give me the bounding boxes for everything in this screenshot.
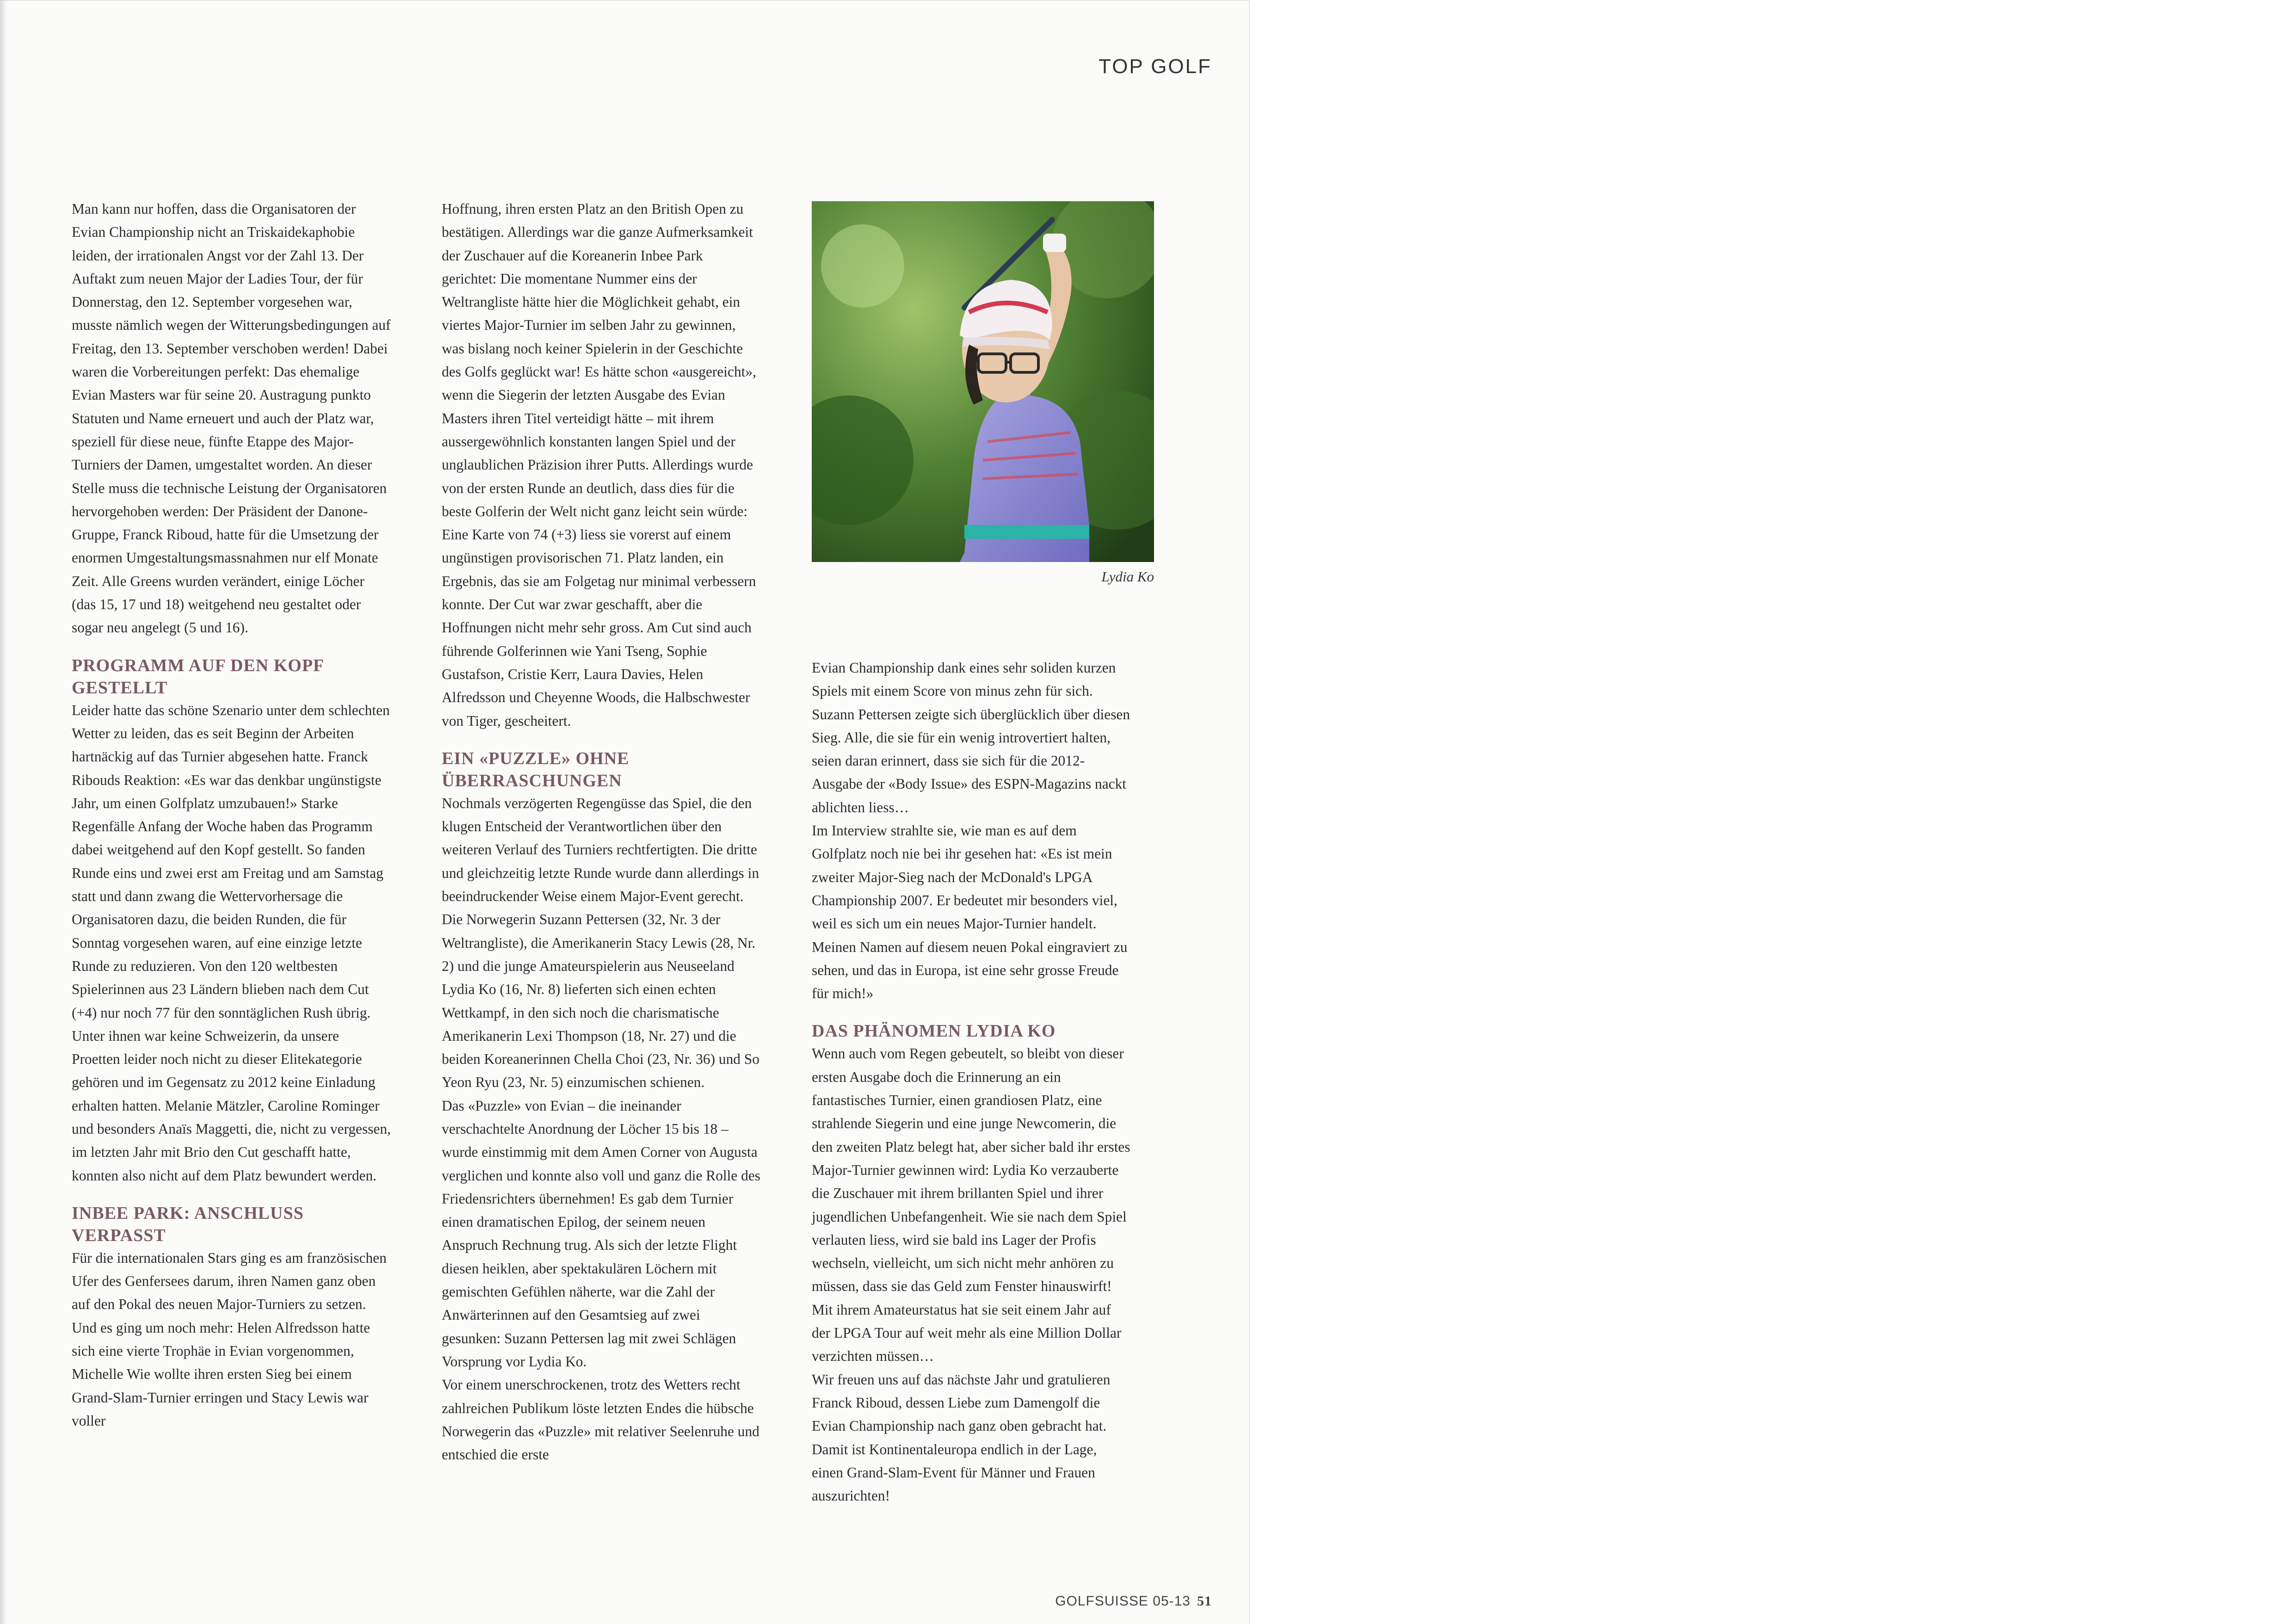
section-heading: PROGRAMM AUF DEN KOPF GESTELLT bbox=[72, 655, 324, 698]
body-paragraph: Wenn auch vom Regen gebeutelt, so bleibt von dieser ersten Ausgabe doch die Erinnerung an ein fantastisches Turnier, einen grandiosen Platz, eine strahlende Siegerin und eine junge Newcomerin, die den zweiten Platz belegt hat, aber sicher bald ihr erstes Major-Turnier gewinnen wird: Lydia Ko verzauberte die Zuschauer mit ihrem brillanten Spiel und ihrer jugendlichen Unbefangenheit. Wie sie nach dem Spiel verlauten liess, wird sie bald ins Lager der Profis wechseln, vielleicht, um sich nicht mehr anhören zu müssen, dass sie das Geld zum Fenster hinauswirft! Mit ihrem Amateurstatus hat sie seit einem Jahr auf der LPGA Tour auf weit mehr als eine Million Dollar verzichten müssen… bbox=[812, 1045, 1130, 1365]
publication-name: GOLFSUISSE 05-13 bbox=[1055, 1593, 1191, 1609]
text-column-1 bbox=[72, 198, 391, 1433]
body-paragraph: Im Interview strahlte sie, wie man es auf dem Golfplatz noch nie bei ihr gesehen hat: «Es ist mein zweiter Major-Sieg nach der McDonald's LPGA Championship 2007. Er bedeutet mir besonders viel, weil es sich um ein neues Major-Turnier handelt. Meinen Namen auf diesem neuen Pokal eingraviert zu sehen, und das in Europa, ist eine sehr grosse Freude für mich!» bbox=[812, 822, 1128, 1002]
lydia-ko-photo bbox=[812, 201, 1154, 562]
section-heading: EIN «PUZZLE» OHNE ÜBERRASCHUNGEN bbox=[442, 748, 630, 790]
section-heading: INBEE PARK: ANSCHLUSS VERPASST bbox=[72, 1203, 304, 1245]
body-paragraph: Hoffnung, ihren ersten Platz an den British Open zu bestätigen. Allerdings war die ganze Aufmerksamkeit der Zuschauer auf die Koreanerin Inbee Park gerichtet: Die momentane Nummer eins der Weltrangliste hätte hier die Möglichkeit gehabt, ein viertes Major-Turnier im selben Jahr zu gewinnen, was bislang noch keiner Spielerin in der Geschichte des Golfs geglückt war! Es hätte schon «ausgereicht», wenn die Siegerin der letzten Ausgabe des Evian Masters ihren Titel verteidigt hätte – mit ihrem aussergewöhnlich konstanten langen Spiel und der unglaublichen Präzision ihrer Putts. Allerdings wurde von der ersten Runde an deutlich, dass dies für die beste Golferin der Welt nicht ganz leicht sein würde: Eine Karte von 74 (+3) liess sie vorerst auf einem ungünstigen provisorischen 71. Platz landen, ein Ergebnis, das sie am Folgetag nur minimal verbessern konnte. Der Cut war zwar geschafft, aber die Hoffnungen nicht mehr sehr gross. Am Cut sind auch führende Golferinnen wie Yani Tseng, Sophie Gustafson, Cristie Kerr, Laura Davies, Helen Alfredsson und Cheyenne Woods, die Halbschwester von Tiger, gescheitert. bbox=[442, 201, 756, 729]
golfer-illustration bbox=[812, 201, 1154, 562]
text-column-2 bbox=[442, 198, 761, 1466]
body-paragraph: Evian Championship dank eines sehr soliden kurzen Spiels mit einem Score von minus zehn für sich. Suzann Pettersen zeigte sich überglücklich über diesen Sieg. Alle, die sie für ein wenig introvertiert halten, seien daran erinnert, dass sie sich für die 2012-Ausgabe der «Body Issue» des ESPN-Magazins nackt ablichten liess… bbox=[812, 660, 1130, 815]
text-column-3 bbox=[812, 656, 1131, 1507]
body-paragraph: Wir freuen uns auf das nächste Jahr und gratulieren Franck Riboud, dessen Liebe zum Damengolf die Evian Championship nach ganz oben gebracht hat. Damit ist Kontinentaleuropa endlich in der Lage, einen Grand-Slam-Event für Männer und Frauen auszurichten! bbox=[812, 1371, 1111, 1504]
body-paragraph: Das «Puzzle» von Evian – die ineinander verschachtelte Anordnung der Löcher 15 bis 18 – wurde einstimmig mit dem Amen Corner von Augusta verglichen und konnte also voll und ganz die Rolle des Friedensrichters übernehmen! Es gab dem Turnier einen dramatischen Epilog, der seinem neuen Anspruch Rechnung trug. Als sich der letzte Flight diesen heiklen, aber spektakulären Löchern mit gemischten Gefühlen näherte, war die Zahl der Anwärterinnen auf den Gesamtsieg auf zwei gesunken: Suzann Pettersen lag mit zwei Schlägen Vorsprung vor Lydia Ko. bbox=[442, 1097, 760, 1370]
body-paragraph: Leider hatte das schöne Szenario unter dem schlechten Wetter zu leiden, das es seit Beginn der Arbeiten hartnäckig auf das Turnier abgesehen hatte. Franck Ribouds Reaktion: «Es war das denkbar ungünstigste Jahr, um einen Golfplatz umzubauen!» Starke Regenfälle Anfang der Woche haben das Programm dabei weitgehend auf den Kopf gestellt. So fanden Runde eins und zwei erst am Freitag und am Samstag statt und dann zwang die Wettervorhersage die Organisatoren dazu, die beiden Runden, die für Sonntag vorgesehen waren, auf eine einzige letzte Runde zu reduzieren. Von den 120 weltbesten Spielerinnen aus 23 Ländern blieben nach dem Cut (+4) nur noch 77 für den sonntäglichen Rush übrig. Unter ihnen war keine Schweizerin, da unsere Proetten leider noch nicht zu dieser Elitekategorie gehören und im Gegensatz zu 2012 keine Einladung erhalten hatten. Melanie Mätzler, Caroline Rominger und besonders Anaïs Maggetti, die, nicht zu vergessen, im letzten Jahr mit Brio den Cut geschafft hatte, konnten also nicht auf dem Platz bewundert werden. bbox=[72, 702, 391, 1184]
body-paragraph: Für die internationalen Stars ging es am französischen Ufer des Genfersees darum, ihren Namen ganz oben auf den Pokal des neuen Major-Turniers zu setzen. Und es ging um noch mehr: Helen Alfredsson hatte sich eine vierte Trophäe in Evian vorgenommen, Michelle Wie wollte ihren ersten Sieg bei einem Grand-Slam-Turnier erringen und Stacy Lewis war voller bbox=[72, 1249, 387, 1429]
section-heading: DAS PHÄNOMEN LYDIA KO bbox=[812, 1021, 1056, 1041]
page-edge-shadow bbox=[0, 0, 6, 1624]
body-paragraph: Man kann nur hoffen, dass die Organisatoren der Evian Championship nicht an Triskaidekaphobie leiden, der irrationalen Angst vor der Zahl 13. Der Auftakt zum neuen Major der Ladies Tour, der für Donnerstag, den 12. September vorgesehen war, musste nämlich wegen der Witterungsbedingungen auf Freitag, den 13. September verschoben werden! Dabei waren die Vorbereitungen perfekt: Das ehemalige Evian Masters war für seine 20. Austragung punkto Statuten und Name erneuert und auch der Platz war, speziell für diese neue, fünfte Etappe des Major-Turniers der Damen, umgestaltet worden. An dieser Stelle muss die technische Leistung der Organisatoren hervorgehoben werden: Der Präsident der Danone-Gruppe, Franck Riboud, hatte für die Umsetzung der enormen Umgestaltungsmassnahmen nur elf Monate Zeit. Alle Greens wurden verändert, einige Löcher (das 15, 17 und 18) weitgehend neu gestaltet oder sogar neu angelegt (5 und 16). bbox=[72, 201, 391, 636]
photo-caption: Lydia Ko bbox=[1101, 568, 1154, 585]
page-number: 51 bbox=[1197, 1593, 1212, 1609]
body-paragraph: Nochmals verzögerten Regengüsse das Spiel, die den klugen Entscheid der Verantwortlichen über den weiteren Verlauf des Turniers rechtfertigten. Die dritte und gleichzeitig letzte Runde wurde dann allerdings in beeindruckender Weise einem Major-Event gerecht. Die Norwegerin Suzann Pettersen (32, Nr. 3 der Weltrangliste), die Amerikanerin Stacy Lewis (28, Nr. 2) und die junge Amateurspielerin aus Neuseeland Lydia Ko (16, Nr. 8) lieferten sich einen echten Wettkampf, in den sich noch die charismatische Amerikanerin Lexi Thompson (18, Nr. 27) und die beiden Koreanerinnen Chella Choi (23, Nr. 36) und So Yeon Ryu (23, Nr. 5) einzumischen schienen. bbox=[442, 795, 759, 1091]
page-footer bbox=[1055, 1593, 1212, 1609]
section-label: TOP GOLF bbox=[1099, 55, 1212, 78]
body-paragraph: Vor einem unerschrockenen, trotz des Wetters recht zahlreichen Publikum löste letzten Endes die hübsche Norwegerin das «Puzzle» mit relativer Seelenruhe und entschied die erste bbox=[442, 1377, 759, 1463]
